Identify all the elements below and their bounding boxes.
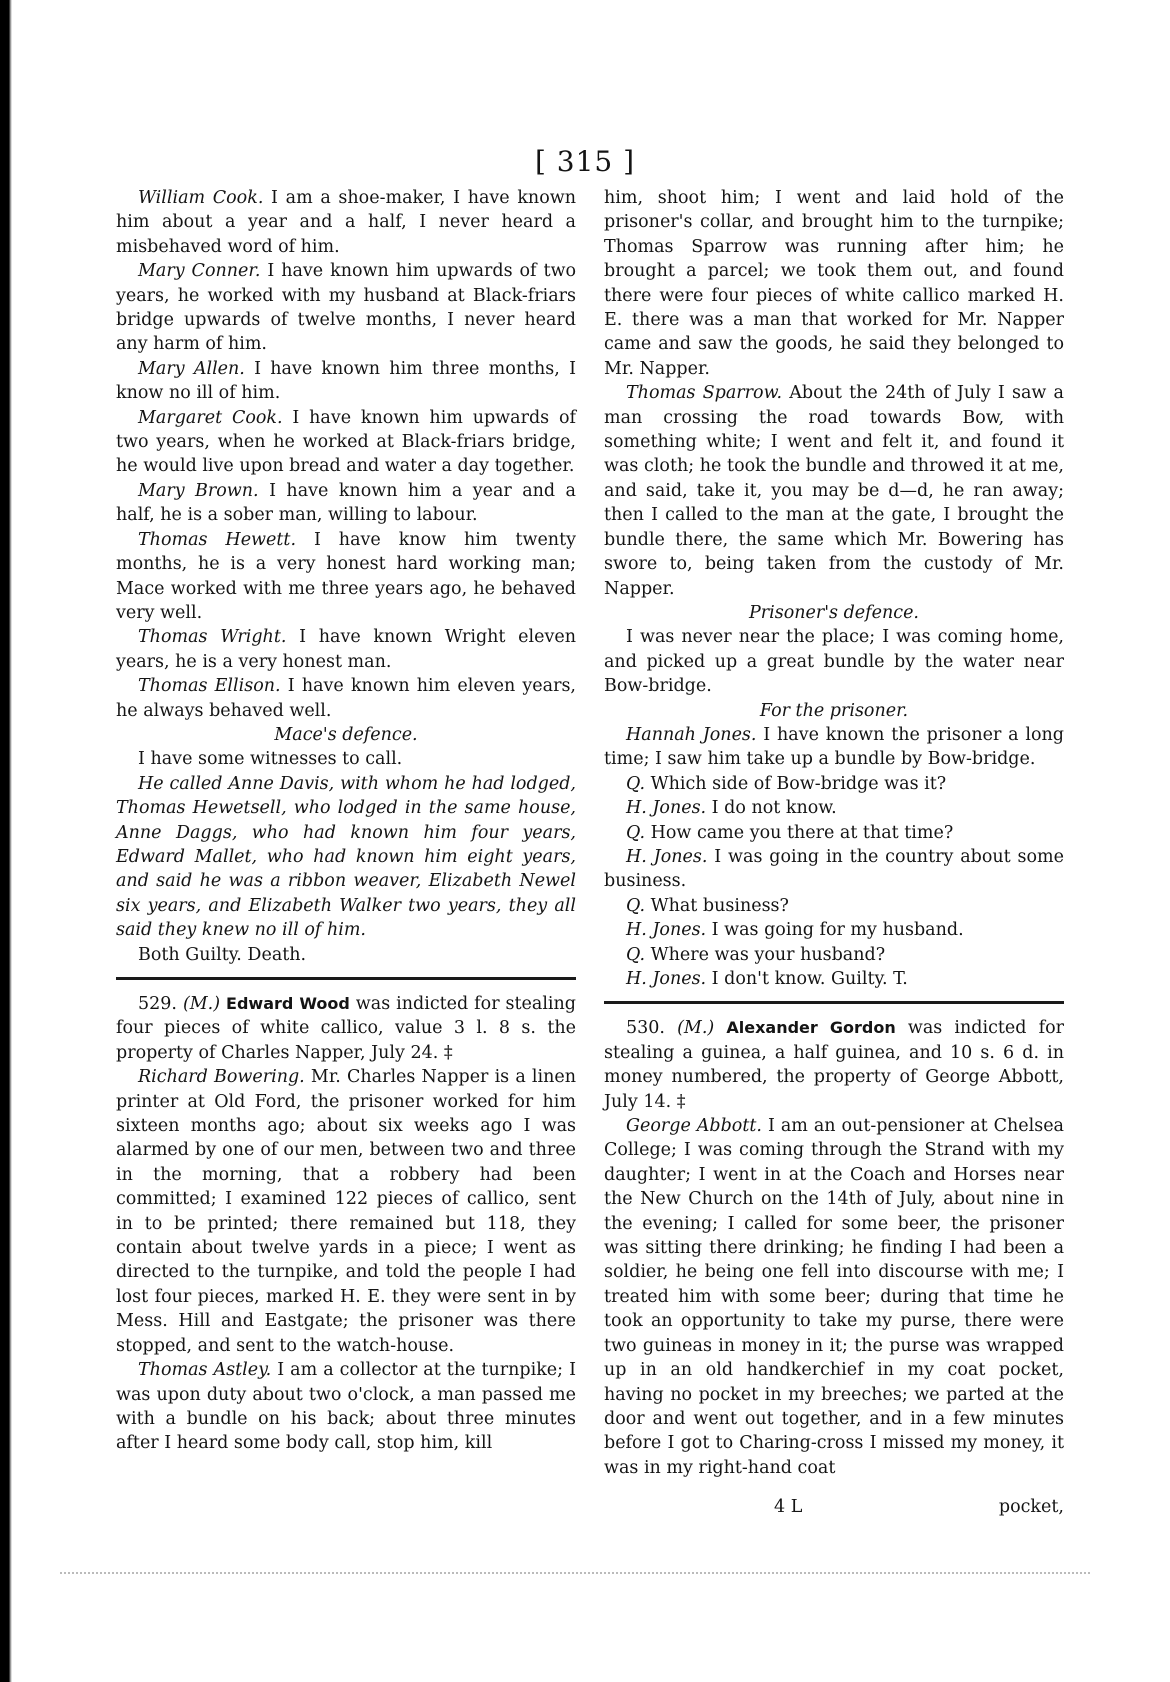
for-prisoner-heading: For the prisoner. [759, 700, 909, 721]
testimony-text: About the 24th of July I saw a man crossing the road towards Bow, with something white; I went and felt it, and found it was cloth; he took the bundle and throwed it at me, and said, take it, you may be d—d, he ran away; then I called to the man at the gate, I brought the bundle there, the same which Mr. Bowering has swore to, being taken from the custody of Mr. Napper. [604, 383, 1064, 599]
testimony-paragraph [604, 894, 1064, 918]
prisoners-defence-text: I was never near the place; I was coming home, and picked up a great bundle by the water near Bow-bridge. [604, 627, 1064, 697]
speaker-name: Hannah Jones. [626, 724, 757, 745]
testimony-paragraph [604, 381, 1064, 601]
case-529-testimony [116, 1065, 576, 1456]
speaker-name: Mary Brown. [138, 480, 259, 501]
testimony-paragraph [116, 1358, 576, 1456]
testimony-text: I have know him twenty months, he is a very honest hard working man; Mace worked with me three years ago, he behaved very well. [116, 529, 576, 623]
speaker-name: Q. [626, 822, 646, 843]
signature-mark: 4 L [774, 1497, 803, 1517]
scan-noise-line [60, 1572, 1090, 1576]
left-column [116, 186, 576, 1456]
testimony-paragraph [116, 479, 576, 528]
maces-defence-text: I have some witnesses to call. [138, 749, 403, 770]
testimony-paragraph [116, 357, 576, 406]
testimony-paragraph [116, 528, 576, 626]
speaker-name: Mary Conner. [138, 261, 261, 282]
testimony-paragraph [604, 821, 1064, 845]
speaker-name: Margaret Cook. [138, 407, 283, 428]
testimony-text: I don't know. Guilty. T. [706, 969, 908, 989]
testimony-text: I was going for my husband. [706, 920, 964, 941]
testimony-text: Mr. Charles Napper is a linen printer at Old Ford, the prisoner worked for him sixteen months ago; about six weeks ago I was alarmed by one of our men, between two and three in the morning, that a robbery had been committed; I examined 122 pieces of callico, sent in to be printed; there remained but 118, they contain about twelve yards in a piece; I went as directed to the turnpike, and told the people I had lost four pieces, marked H. E. they were sent in by Mess. Hill and Eastgate; the prisoner was there stopped, and sent to the watch-house. [116, 1067, 577, 1356]
speaker-name: Q. [626, 944, 646, 965]
testimony-text: him, shoot him; I went and laid hold of the prisoner's collar, and brought him to the turnpike; Thomas Sparrow was running after him; he brought a parcel; we took them out, and found there were four pieces of white callico marked H. E. there was a man that worked for Mr. Napper came and saw the goods, he said they belonged to Mr. Napper. [604, 188, 1064, 379]
speaker-name: Mary Allen. [138, 358, 245, 379]
testimony-paragraph [116, 259, 576, 357]
testimony-text: I have known him a year and a half, he is a sober man, willing to labour. [116, 480, 576, 526]
verdict-528: Both Guilty. Death. [138, 944, 307, 965]
testimony-text: I am a collector at the turnpike; I was upon duty about two o'clock, a man passed me with a bundle on his back; about three minutes after I heard some body call, stop him, kill [116, 1360, 576, 1454]
speaker-name: George Abbott. [626, 1116, 762, 1137]
right-column [604, 186, 1064, 1480]
witnesses-called: He called Anne Davis, with whom he had lodged, Thomas Hewetsell, who lodged in the same house, Anne Daggs, who had known him four years, Edward Mallet, who had known him eight years, and said he was a ribbon weaver, Elizabeth Newel six years, and Elizabeth Walker two years, they all said they knew no ill of him. [116, 773, 576, 941]
case-530-indictment [604, 1016, 1064, 1114]
case-529-testimony-continued [604, 186, 1064, 601]
case-530-testimony [604, 1114, 1064, 1480]
catchword: pocket, [998, 1497, 1064, 1517]
testimony-paragraph [604, 796, 1064, 820]
testimony-paragraph [604, 943, 1064, 967]
case-530-tag: (M.) [677, 1018, 715, 1039]
section-rule [604, 1001, 1064, 1004]
character-witnesses [116, 186, 576, 723]
speaker-name: Q. [626, 773, 646, 794]
prisoners-defence-heading: Prisoner's defence. [749, 602, 919, 623]
speaker-name: Q. [626, 895, 646, 916]
testimony-text: I was going in the country about some business. [604, 846, 1065, 892]
case-530-number: 530. [626, 1018, 665, 1039]
speaker-name: Thomas Wright. [138, 627, 287, 648]
testimony-text: I have known Wright eleven years, he is a very honest man. [116, 627, 576, 672]
testimony-text: How came you there at that time? [645, 822, 954, 843]
speaker-name: H. Jones. [626, 969, 707, 989]
testimony-text: I am an out-pensioner at Chelsea College; I was coming through the Strand with my daughter; I went in at the Coach and Horses near the New Church on the 14th of July, about nine in the evening; I called for some beer, the prisoner was sitting there drinking; he finding I had been a soldier, he being one fell into discourse with me; I treated him with some beer; during that time he took an opportunity to take my purse, there were two guineas in money in it; the purse was wrapped up in an old handkerchief in my coat pocket, having no pocket in my breeches; we parted at the door and went out together, and in a few minutes before I got to Charing-cross I missed my money, it was in my right-hand coat [604, 1116, 1064, 1478]
testimony-text: I have known him upwards of two years, he worked with my husband at Black-friars bridge upwards of twelve months, I never heard any harm of him. [116, 261, 577, 355]
case-530-charge: was indicted for stealing a guinea, a half guinea, and 10 s. 6 d. in money numbered, the property of George Abbott, July 14. ‡ [604, 1018, 1064, 1112]
testimony-text: Where was your husband? [645, 944, 886, 965]
testimony-paragraph [604, 918, 1064, 942]
speaker-name: Thomas Sparrow. [626, 383, 783, 404]
hannah-jones-testimony [604, 723, 1064, 991]
testimony-paragraph [604, 1114, 1064, 1480]
case-529-indictment [116, 992, 576, 1065]
scan-binding-edge [0, 0, 12, 1682]
testimony-text: I do not know. [706, 798, 837, 819]
testimony-paragraph [604, 723, 1064, 772]
case-529-number: 529. [138, 994, 177, 1014]
testimony-text: I have known him three months, I know no ill of him. [116, 358, 576, 404]
testimony-paragraph [604, 186, 1064, 381]
speaker-name: Thomas Hewett. [138, 529, 297, 550]
speaker-name: Thomas Astley. [138, 1360, 272, 1381]
speaker-name: H. Jones. [626, 846, 708, 867]
case-529-tag: (M.) [182, 994, 221, 1014]
speaker-name: H. Jones. [626, 798, 707, 819]
testimony-paragraph [604, 967, 1064, 991]
case-529-charge: was indicted for stealing four pieces of white callico, value 3 l. 8 s. the property of Charles Napper, July 24. ‡ [116, 994, 576, 1063]
testimony-text: I am a shoe-maker, I have known him about a year and a half, I never heard a misbehaved word of him. [116, 188, 576, 257]
testimony-paragraph [116, 625, 576, 674]
testimony-paragraph [116, 1065, 576, 1358]
case-529-defendant: Edward Wood [226, 994, 350, 1013]
maces-defence-heading: Mace's defence. [274, 724, 418, 745]
testimony-paragraph [604, 772, 1064, 796]
testimony-paragraph [604, 845, 1064, 894]
speaker-name: William Cook. [138, 188, 264, 208]
testimony-text: I have known him eleven years, he always behaved well. [116, 676, 576, 721]
section-rule [116, 977, 576, 980]
testimony-text: I have known the prisoner a long time; I saw him take up a bundle by Bow-bridge. [604, 724, 1064, 770]
testimony-text: Which side of Bow-bridge was it? [645, 773, 947, 794]
speaker-name: H. Jones. [626, 920, 707, 941]
testimony-text: I have known him upwards of two years, when he worked at Black-friars bridge, he would live upon bread and water a day together. [116, 407, 576, 477]
testimony-text: What business? [645, 895, 789, 916]
testimony-paragraph [116, 674, 576, 723]
case-530-defendant: Alexander Gordon [726, 1018, 896, 1038]
speaker-name: Richard Bowering. [138, 1067, 305, 1088]
testimony-paragraph [116, 406, 576, 479]
page-number: [ 315 ] [534, 145, 636, 178]
testimony-paragraph [116, 186, 576, 259]
speaker-name: Thomas Ellison. [138, 676, 281, 697]
